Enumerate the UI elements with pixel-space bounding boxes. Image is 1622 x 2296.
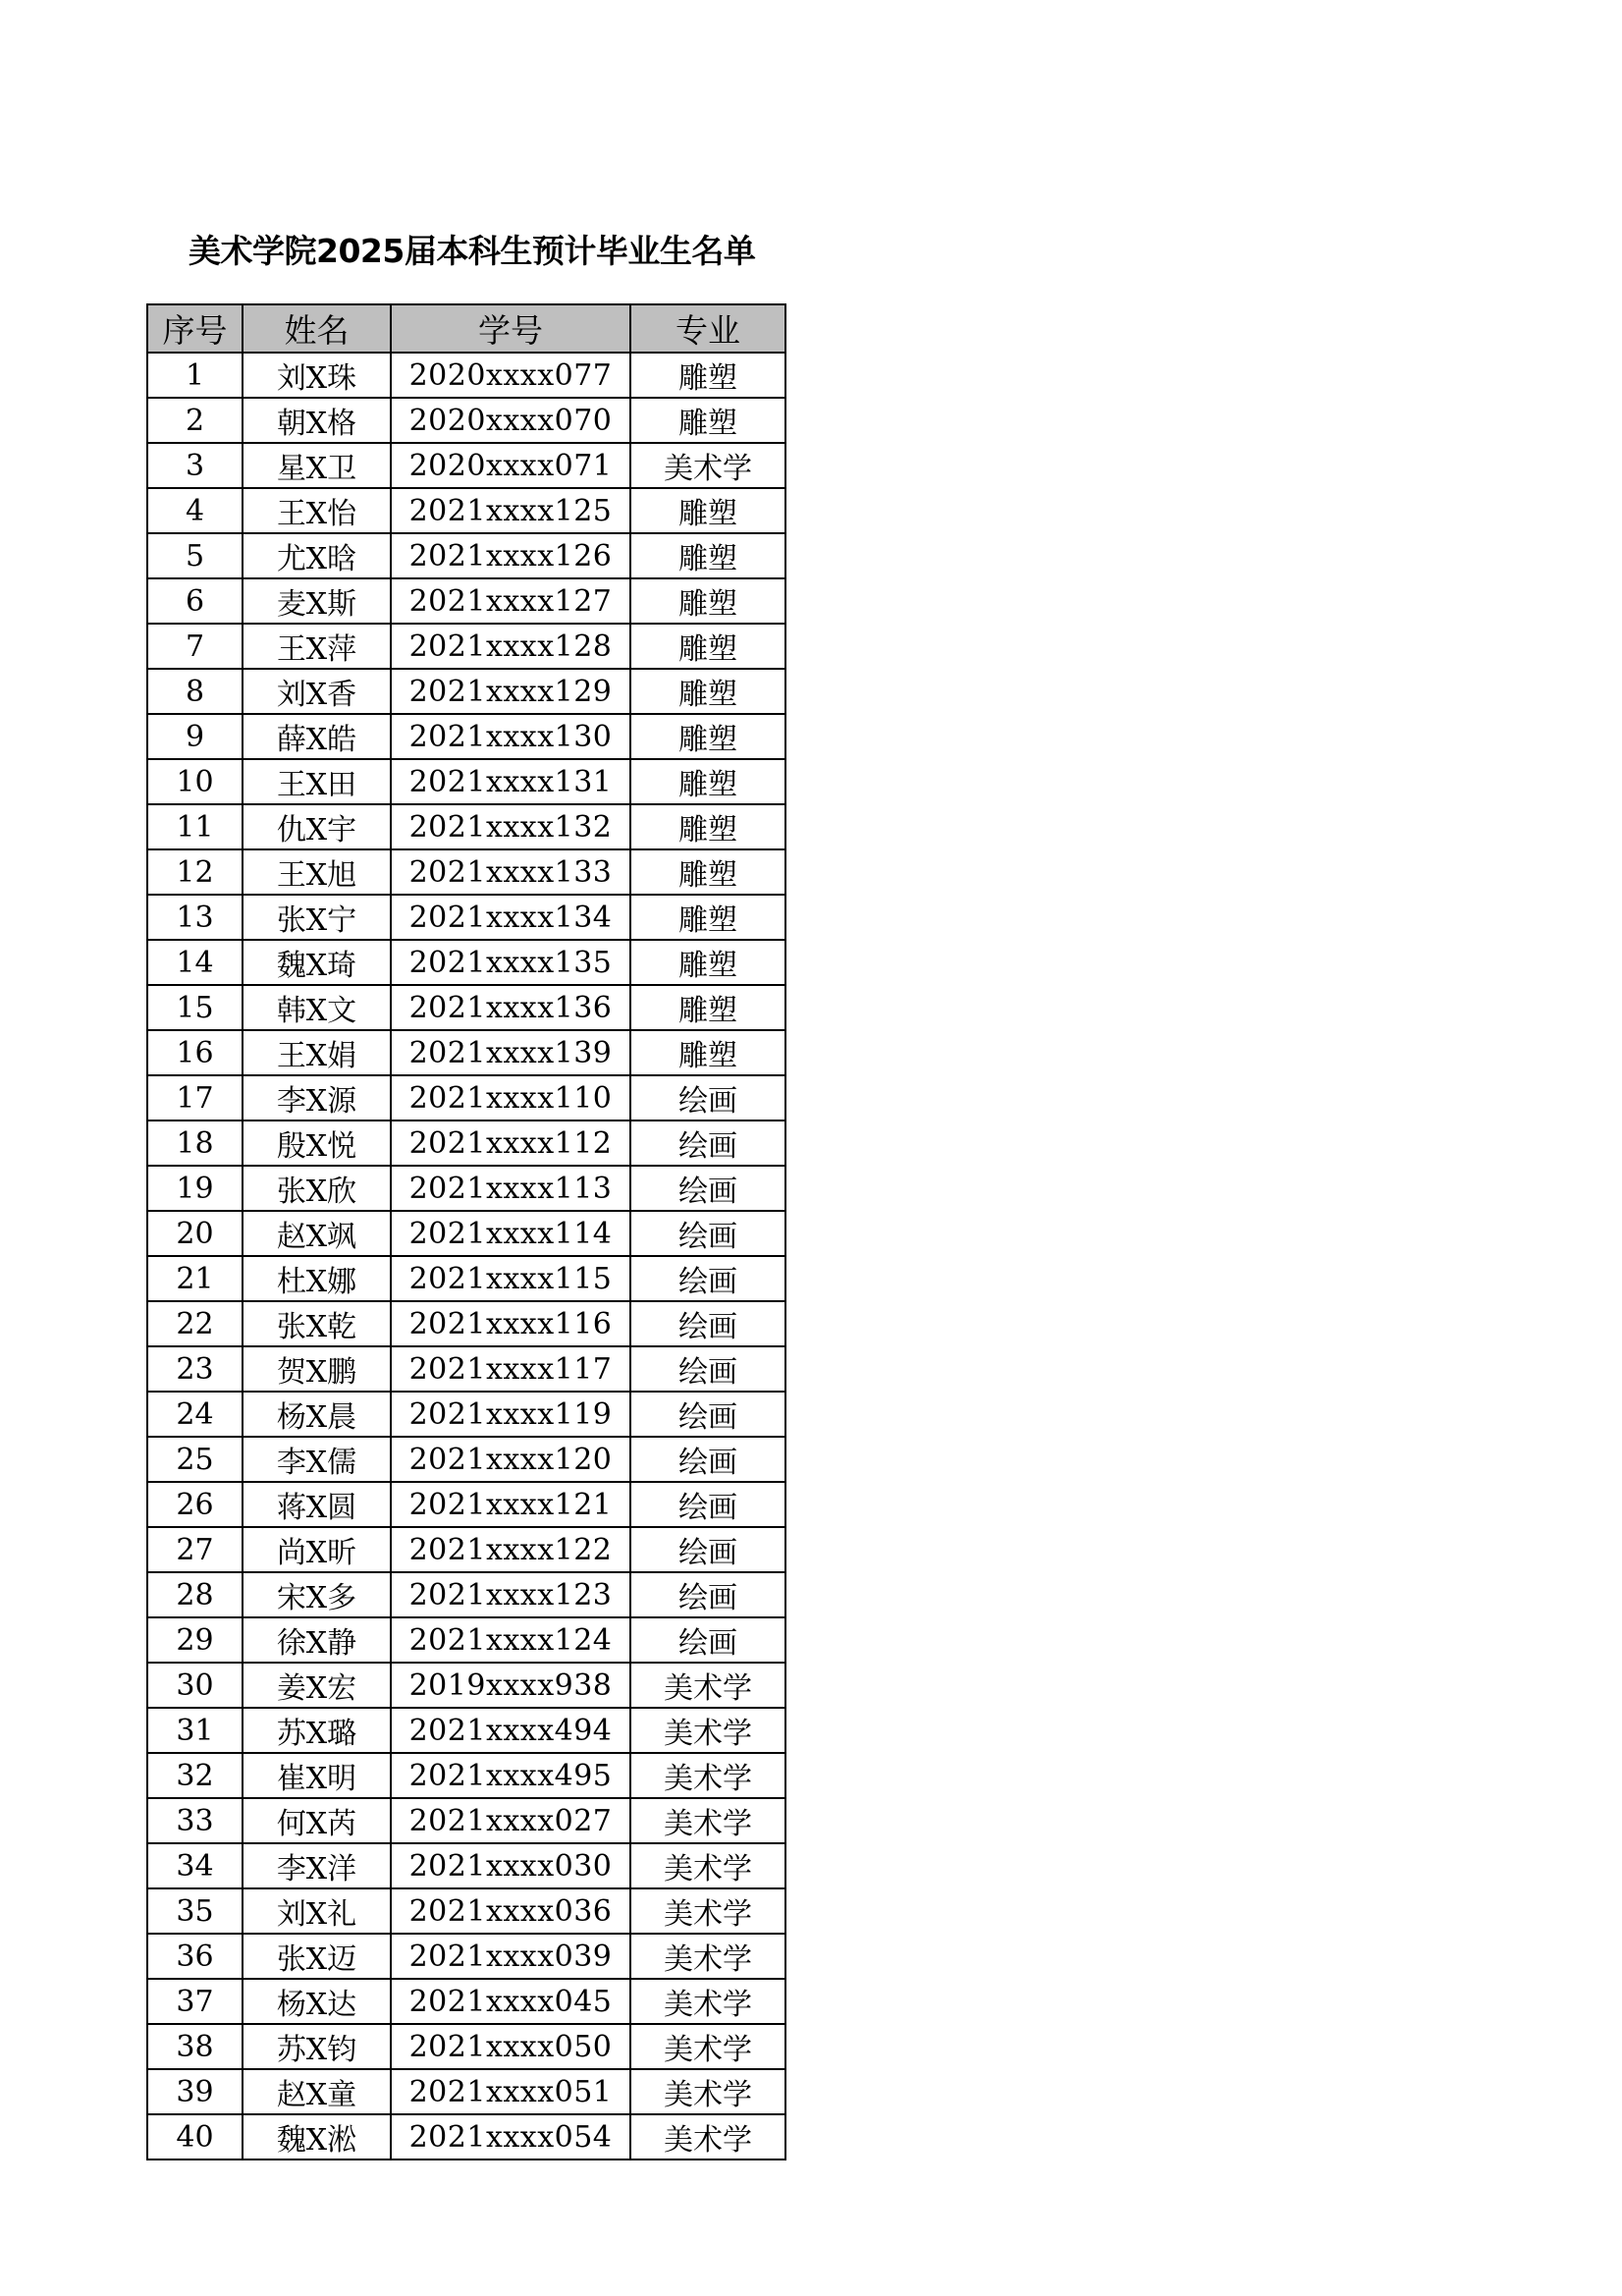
cell-serial-number: 34 — [147, 1843, 243, 1888]
table-row — [147, 1934, 785, 1979]
cell-major: 美术学 — [630, 1663, 785, 1708]
cell-student-id: 2021xxxx116 — [391, 1301, 630, 1346]
table-row — [147, 1301, 785, 1346]
table-row — [147, 2024, 785, 2069]
cell-serial-number: 30 — [147, 1663, 243, 1708]
cell-student-id: 2021xxxx120 — [391, 1437, 630, 1482]
cell-student-id: 2020xxxx070 — [391, 398, 630, 443]
cell-major: 绘画 — [630, 1482, 785, 1527]
cell-major: 绘画 — [630, 1527, 785, 1572]
cell-name: 李X洋 — [243, 1843, 391, 1888]
cell-name: 徐X静 — [243, 1617, 391, 1663]
cell-student-id: 2021xxxx050 — [391, 2024, 630, 2069]
cell-serial-number: 13 — [147, 895, 243, 940]
cell-student-id: 2021xxxx132 — [391, 804, 630, 849]
table-row — [147, 1663, 785, 1708]
cell-serial-number: 24 — [147, 1392, 243, 1437]
cell-major: 绘画 — [630, 1572, 785, 1617]
table-row — [147, 1256, 785, 1301]
cell-major: 雕塑 — [630, 669, 785, 714]
cell-student-id: 2021xxxx494 — [391, 1708, 630, 1753]
cell-name: 尤X晗 — [243, 533, 391, 578]
table-row — [147, 1708, 785, 1753]
cell-serial-number: 27 — [147, 1527, 243, 1572]
cell-student-id: 2021xxxx131 — [391, 759, 630, 804]
table-row — [147, 1075, 785, 1121]
cell-name: 贺X鹏 — [243, 1346, 391, 1392]
table-row — [147, 714, 785, 759]
cell-serial-number: 26 — [147, 1482, 243, 1527]
cell-name: 星X卫 — [243, 443, 391, 488]
cell-student-id: 2021xxxx119 — [391, 1392, 630, 1437]
cell-name: 苏X璐 — [243, 1708, 391, 1753]
cell-student-id: 2021xxxx135 — [391, 940, 630, 985]
cell-student-id: 2021xxxx045 — [391, 1979, 630, 2024]
cell-student-id: 2021xxxx495 — [391, 1753, 630, 1798]
cell-serial-number: 33 — [147, 1798, 243, 1843]
cell-name: 刘X礼 — [243, 1888, 391, 1934]
cell-serial-number: 4 — [147, 488, 243, 533]
cell-name: 刘X珠 — [243, 353, 391, 398]
cell-serial-number: 15 — [147, 985, 243, 1030]
cell-serial-number: 3 — [147, 443, 243, 488]
cell-major: 雕塑 — [630, 759, 785, 804]
document-title: 美术学院2025届本科生预计毕业生名单 — [189, 232, 756, 270]
cell-name: 蒋X圆 — [243, 1482, 391, 1527]
table-row — [147, 940, 785, 985]
table-row — [147, 578, 785, 624]
table-row — [147, 1843, 785, 1888]
cell-major: 绘画 — [630, 1437, 785, 1482]
cell-name: 李X源 — [243, 1075, 391, 1121]
cell-serial-number: 16 — [147, 1030, 243, 1075]
cell-student-id: 2020xxxx077 — [391, 353, 630, 398]
cell-major: 绘画 — [630, 1211, 785, 1256]
cell-student-id: 2021xxxx136 — [391, 985, 630, 1030]
cell-major: 美术学 — [630, 1888, 785, 1934]
cell-name: 赵X飒 — [243, 1211, 391, 1256]
cell-major: 雕塑 — [630, 533, 785, 578]
cell-student-id: 2021xxxx054 — [391, 2114, 630, 2159]
cell-major: 雕塑 — [630, 353, 785, 398]
cell-serial-number: 6 — [147, 578, 243, 624]
cell-serial-number: 18 — [147, 1121, 243, 1166]
table-row — [147, 895, 785, 940]
cell-student-id: 2021xxxx133 — [391, 849, 630, 895]
cell-major: 雕塑 — [630, 895, 785, 940]
cell-major: 雕塑 — [630, 1030, 785, 1075]
table-row — [147, 2114, 785, 2159]
cell-serial-number: 7 — [147, 624, 243, 669]
cell-name: 韩X文 — [243, 985, 391, 1030]
cell-major: 绘画 — [630, 1121, 785, 1166]
cell-name: 麦X斯 — [243, 578, 391, 624]
cell-name: 杨X达 — [243, 1979, 391, 2024]
table-row — [147, 1482, 785, 1527]
cell-serial-number: 8 — [147, 669, 243, 714]
cell-student-id: 2019xxxx938 — [391, 1663, 630, 1708]
cell-student-id: 2021xxxx113 — [391, 1166, 630, 1211]
table-row — [147, 1979, 785, 2024]
cell-serial-number: 20 — [147, 1211, 243, 1256]
cell-serial-number: 28 — [147, 1572, 243, 1617]
header-major: 专业 — [630, 304, 785, 353]
cell-major: 美术学 — [630, 1934, 785, 1979]
cell-serial-number: 1 — [147, 353, 243, 398]
cell-student-id: 2021xxxx030 — [391, 1843, 630, 1888]
cell-major: 雕塑 — [630, 624, 785, 669]
cell-name: 仇X宇 — [243, 804, 391, 849]
cell-name: 张X宁 — [243, 895, 391, 940]
cell-major: 雕塑 — [630, 398, 785, 443]
cell-serial-number: 19 — [147, 1166, 243, 1211]
table-row — [147, 443, 785, 488]
cell-serial-number: 29 — [147, 1617, 243, 1663]
table-row — [147, 1166, 785, 1211]
cell-student-id: 2021xxxx123 — [391, 1572, 630, 1617]
cell-serial-number: 23 — [147, 1346, 243, 1392]
cell-student-id: 2021xxxx127 — [391, 578, 630, 624]
cell-name: 何X芮 — [243, 1798, 391, 1843]
cell-name: 宋X多 — [243, 1572, 391, 1617]
cell-serial-number: 10 — [147, 759, 243, 804]
cell-serial-number: 31 — [147, 1708, 243, 1753]
cell-name: 姜X宏 — [243, 1663, 391, 1708]
cell-major: 雕塑 — [630, 985, 785, 1030]
table-row — [147, 1888, 785, 1934]
table-row — [147, 353, 785, 398]
table-row — [147, 1392, 785, 1437]
cell-student-id: 2021xxxx051 — [391, 2069, 630, 2114]
table-row — [147, 1572, 785, 1617]
cell-major: 绘画 — [630, 1301, 785, 1346]
table-row — [147, 985, 785, 1030]
cell-student-id: 2021xxxx114 — [391, 1211, 630, 1256]
cell-serial-number: 2 — [147, 398, 243, 443]
header-name: 姓名 — [243, 304, 391, 353]
cell-name: 杨X晨 — [243, 1392, 391, 1437]
graduate-list-table — [146, 303, 786, 2160]
cell-name: 魏X琦 — [243, 940, 391, 985]
cell-major: 绘画 — [630, 1617, 785, 1663]
cell-name: 王X怡 — [243, 488, 391, 533]
cell-name: 王X田 — [243, 759, 391, 804]
header-student-id: 学号 — [391, 304, 630, 353]
cell-serial-number: 12 — [147, 849, 243, 895]
cell-serial-number: 37 — [147, 1979, 243, 2024]
cell-major: 美术学 — [630, 2114, 785, 2159]
cell-serial-number: 25 — [147, 1437, 243, 1482]
table-row — [147, 1753, 785, 1798]
cell-name: 张X欣 — [243, 1166, 391, 1211]
cell-major: 绘画 — [630, 1256, 785, 1301]
cell-student-id: 2021xxxx124 — [391, 1617, 630, 1663]
cell-name: 苏X钧 — [243, 2024, 391, 2069]
table-row — [147, 533, 785, 578]
table-row — [147, 488, 785, 533]
table-row — [147, 1121, 785, 1166]
table-row — [147, 398, 785, 443]
cell-serial-number: 17 — [147, 1075, 243, 1121]
cell-name: 薛X皓 — [243, 714, 391, 759]
cell-major: 美术学 — [630, 443, 785, 488]
cell-major: 绘画 — [630, 1075, 785, 1121]
cell-name: 崔X明 — [243, 1753, 391, 1798]
table-row — [147, 804, 785, 849]
cell-name: 殷X悦 — [243, 1121, 391, 1166]
table-row — [147, 669, 785, 714]
cell-student-id: 2021xxxx117 — [391, 1346, 630, 1392]
table-row — [147, 1346, 785, 1392]
table-row — [147, 1527, 785, 1572]
cell-student-id: 2021xxxx112 — [391, 1121, 630, 1166]
cell-name: 魏X淞 — [243, 2114, 391, 2159]
cell-major: 美术学 — [630, 1708, 785, 1753]
cell-student-id: 2021xxxx110 — [391, 1075, 630, 1121]
cell-name: 尚X昕 — [243, 1527, 391, 1572]
cell-serial-number: 35 — [147, 1888, 243, 1934]
cell-major: 雕塑 — [630, 849, 785, 895]
cell-student-id: 2020xxxx071 — [391, 443, 630, 488]
cell-serial-number: 5 — [147, 533, 243, 578]
cell-major: 雕塑 — [630, 578, 785, 624]
table-header-row — [147, 304, 785, 353]
cell-major: 美术学 — [630, 1843, 785, 1888]
cell-serial-number: 39 — [147, 2069, 243, 2114]
cell-student-id: 2021xxxx115 — [391, 1256, 630, 1301]
table-row — [147, 1211, 785, 1256]
table-row — [147, 2069, 785, 2114]
cell-major: 绘画 — [630, 1166, 785, 1211]
table-row — [147, 849, 785, 895]
cell-major: 雕塑 — [630, 804, 785, 849]
cell-student-id: 2021xxxx130 — [391, 714, 630, 759]
cell-name: 王X娟 — [243, 1030, 391, 1075]
cell-name: 李X儒 — [243, 1437, 391, 1482]
cell-major: 美术学 — [630, 1979, 785, 2024]
cell-major: 雕塑 — [630, 488, 785, 533]
cell-major: 美术学 — [630, 1753, 785, 1798]
cell-student-id: 2021xxxx122 — [391, 1527, 630, 1572]
cell-student-id: 2021xxxx125 — [391, 488, 630, 533]
cell-serial-number: 9 — [147, 714, 243, 759]
cell-major: 绘画 — [630, 1346, 785, 1392]
cell-name: 刘X香 — [243, 669, 391, 714]
cell-serial-number: 38 — [147, 2024, 243, 2069]
cell-serial-number: 36 — [147, 1934, 243, 1979]
cell-major: 雕塑 — [630, 940, 785, 985]
cell-major: 美术学 — [630, 2069, 785, 2114]
cell-student-id: 2021xxxx126 — [391, 533, 630, 578]
cell-student-id: 2021xxxx129 — [391, 669, 630, 714]
cell-student-id: 2021xxxx134 — [391, 895, 630, 940]
cell-name: 张X迈 — [243, 1934, 391, 1979]
table-row — [147, 1437, 785, 1482]
header-serial-number: 序号 — [147, 304, 243, 353]
cell-student-id: 2021xxxx036 — [391, 1888, 630, 1934]
cell-major: 绘画 — [630, 1392, 785, 1437]
cell-major: 雕塑 — [630, 714, 785, 759]
cell-serial-number: 11 — [147, 804, 243, 849]
cell-name: 杜X娜 — [243, 1256, 391, 1301]
table-row — [147, 759, 785, 804]
cell-name: 赵X童 — [243, 2069, 391, 2114]
table-row — [147, 1617, 785, 1663]
cell-student-id: 2021xxxx027 — [391, 1798, 630, 1843]
cell-serial-number: 14 — [147, 940, 243, 985]
cell-student-id: 2021xxxx121 — [391, 1482, 630, 1527]
table-row — [147, 624, 785, 669]
cell-student-id: 2021xxxx039 — [391, 1934, 630, 1979]
cell-name: 张X乾 — [243, 1301, 391, 1346]
table-body — [147, 353, 785, 2159]
table-row — [147, 1030, 785, 1075]
cell-serial-number: 22 — [147, 1301, 243, 1346]
cell-name: 王X旭 — [243, 849, 391, 895]
cell-major: 美术学 — [630, 1798, 785, 1843]
cell-name: 朝X格 — [243, 398, 391, 443]
cell-major: 美术学 — [630, 2024, 785, 2069]
cell-serial-number: 40 — [147, 2114, 243, 2159]
cell-student-id: 2021xxxx128 — [391, 624, 630, 669]
table-row — [147, 1798, 785, 1843]
cell-student-id: 2021xxxx139 — [391, 1030, 630, 1075]
cell-serial-number: 32 — [147, 1753, 243, 1798]
cell-serial-number: 21 — [147, 1256, 243, 1301]
cell-name: 王X萍 — [243, 624, 391, 669]
